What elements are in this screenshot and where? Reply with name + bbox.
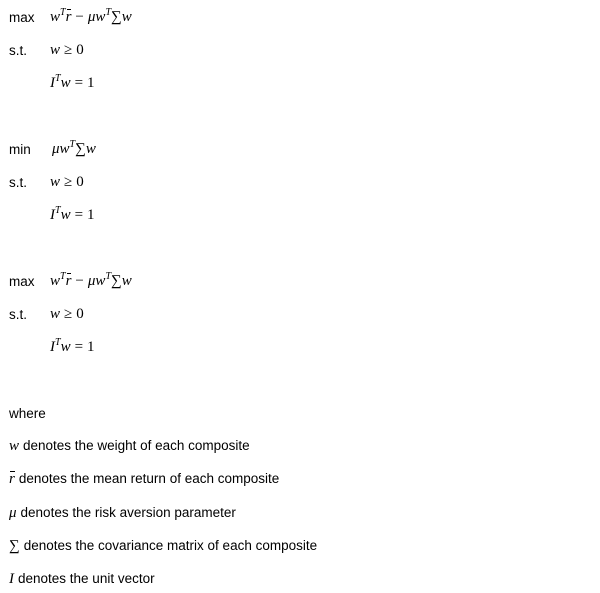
objective-keyword: min xyxy=(9,142,31,157)
budget-constraint: $I^Tw = 1$ xyxy=(50,337,95,355)
objective-keyword: max xyxy=(9,274,35,289)
nonnegativity-constraint: w ≥ 0 xyxy=(50,306,84,322)
budget-constraint: $I^Tw = 1$ xyxy=(50,73,95,91)
constraint-keyword: s.t. xyxy=(9,175,28,190)
objective-keyword: max xyxy=(9,10,35,25)
definition-r-bar: r denotes the mean return of each composite xyxy=(9,471,280,487)
constraint-keyword: s.t. xyxy=(9,43,28,58)
nonnegativity-constraint: w ≥ 0 xyxy=(50,174,84,190)
definition-w: w denotes the weight of each composite xyxy=(9,438,250,454)
definition-sigma: ∑ denotes the covariance matrix of each composite xyxy=(9,538,318,554)
definition-mu: μ denotes the risk aversion parameter xyxy=(9,505,236,521)
definition-i: I denotes the unit vector xyxy=(9,571,155,587)
objective-expression: $\mu w^T\sum w$ xyxy=(52,139,96,157)
objective-expression: $w^Tr - \mu w^T\sum w$ xyxy=(50,271,132,289)
constraint-keyword: s.t. xyxy=(9,307,28,322)
budget-constraint: $I^Tw = 1$ xyxy=(50,205,95,223)
objective-expression: $w^Tr - \mu w^T\sum w$ xyxy=(50,7,132,25)
nonnegativity-constraint: w ≥ 0 xyxy=(50,42,84,58)
where-label: where xyxy=(9,406,46,421)
